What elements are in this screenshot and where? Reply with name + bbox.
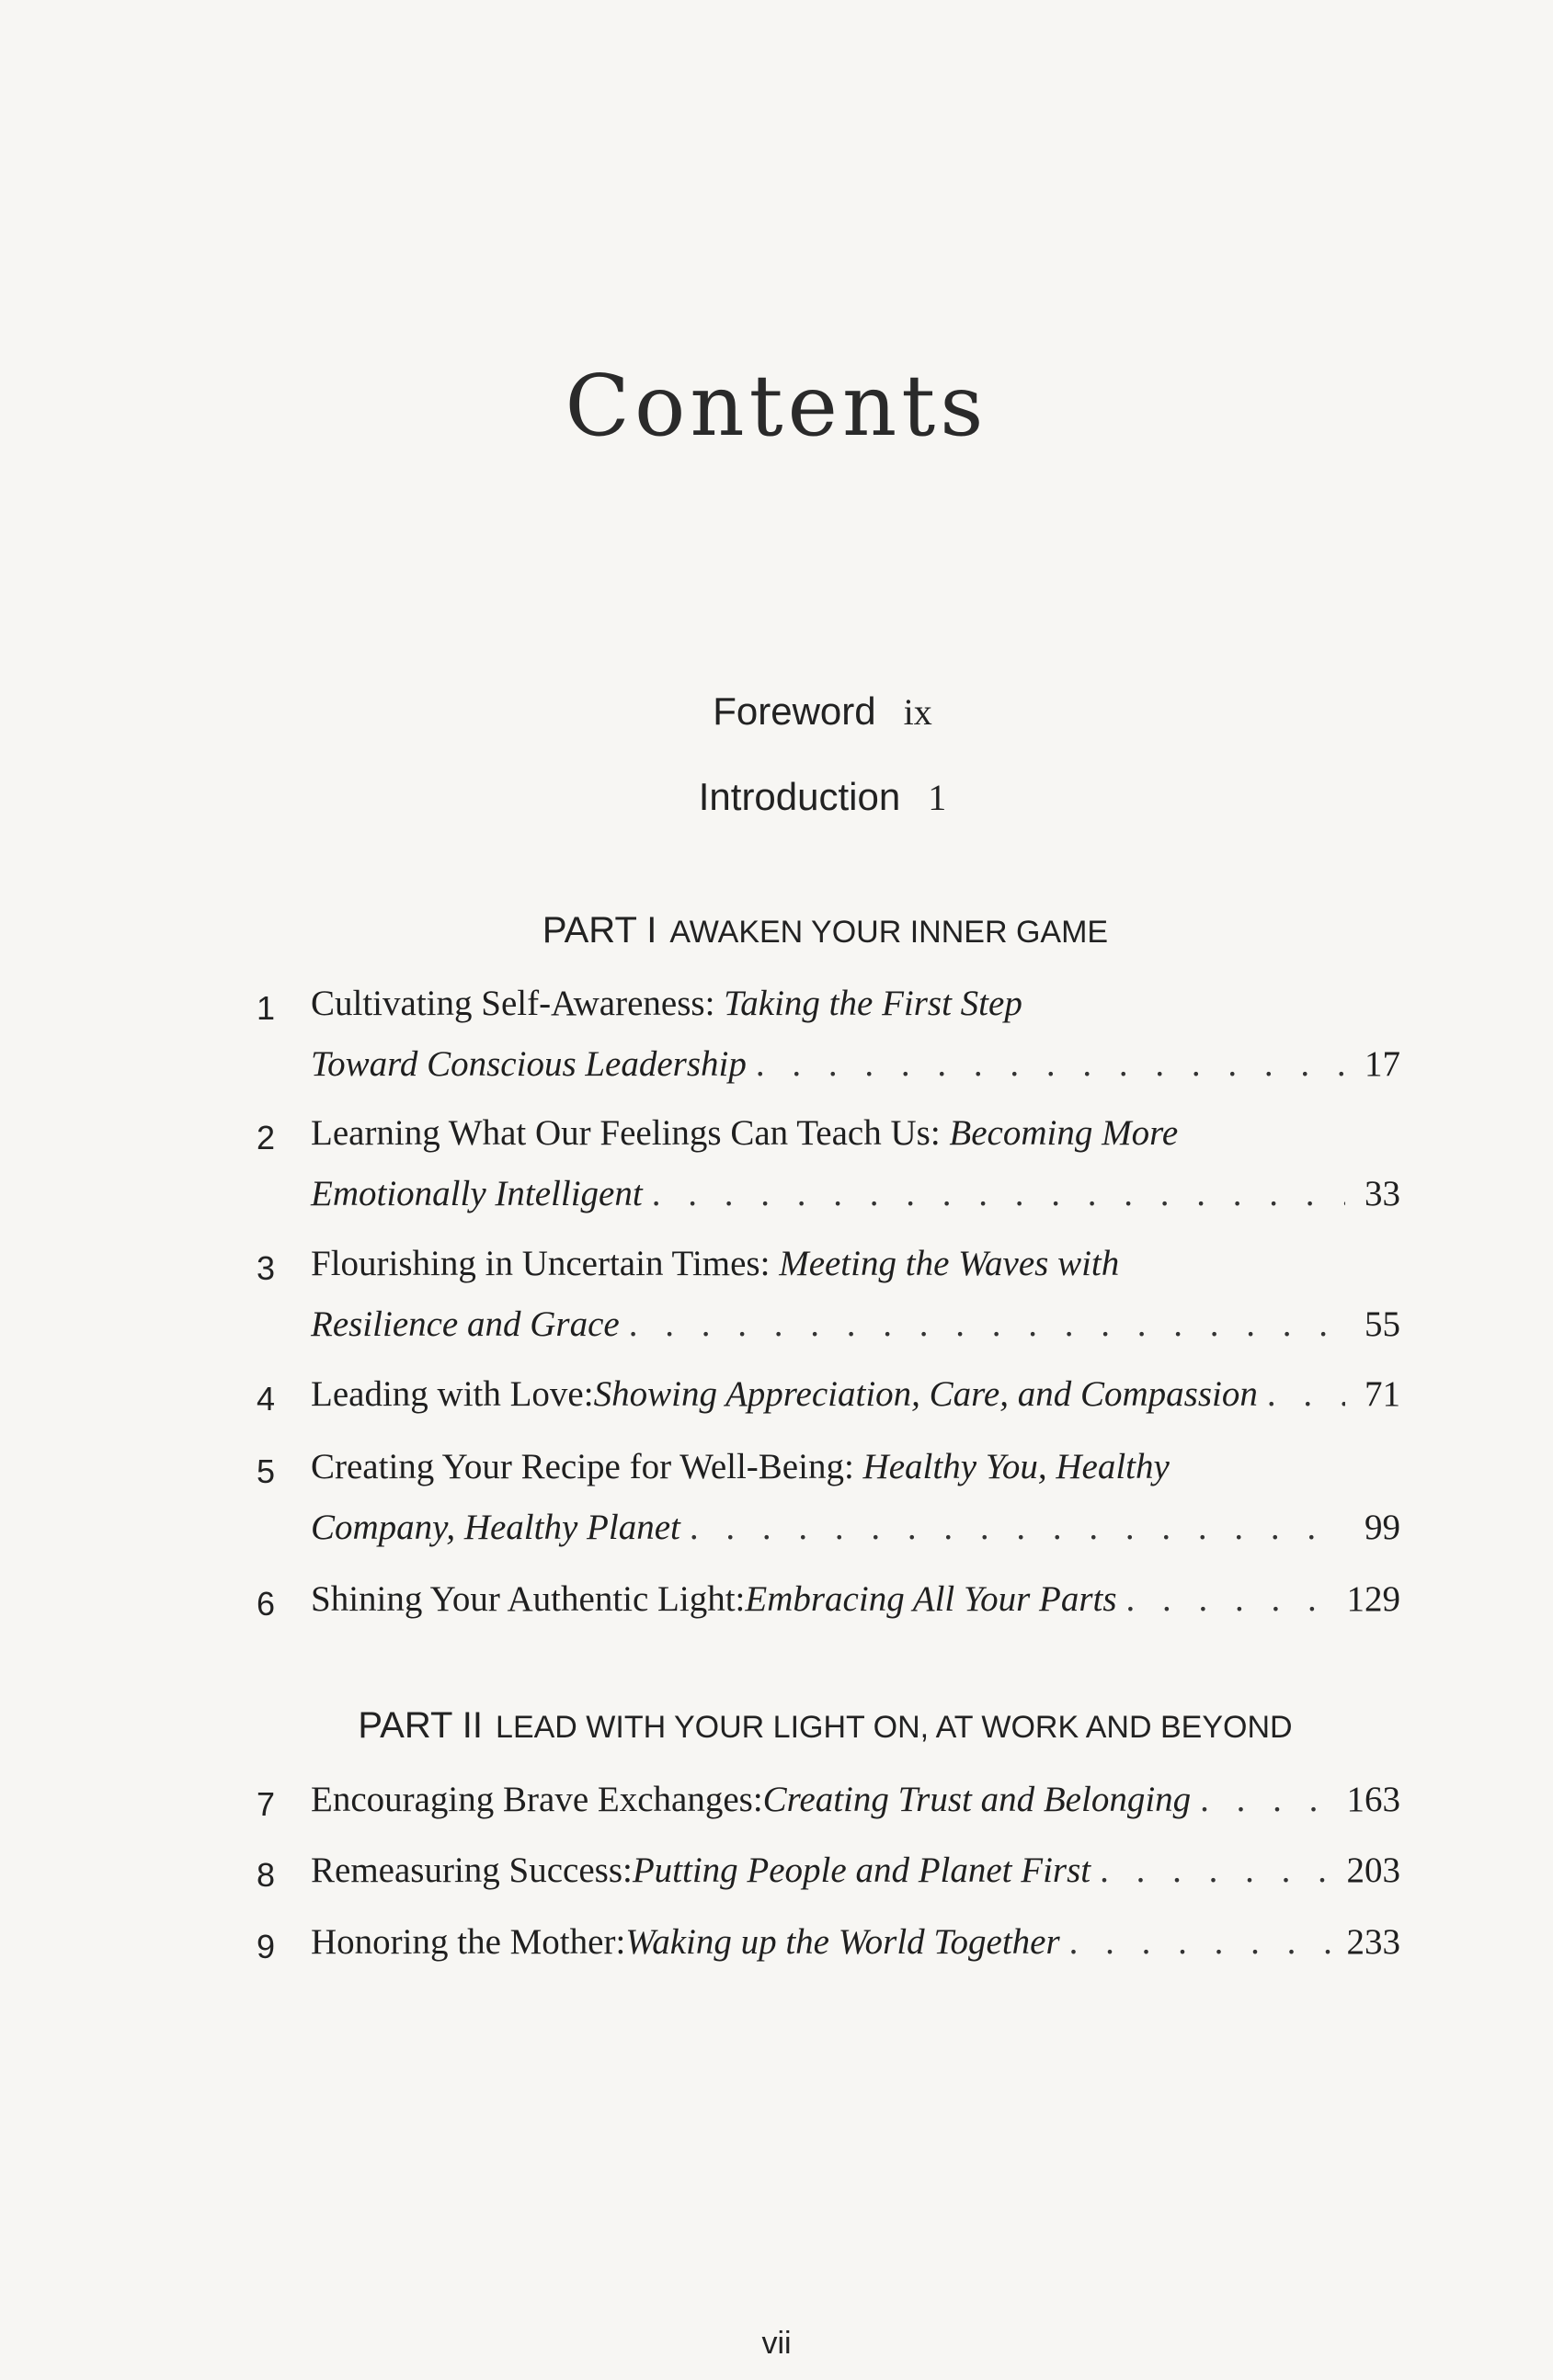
chapter-title: Remeasuring Success: xyxy=(311,1850,633,1890)
chapter-title: Cultivating Self-Awareness: xyxy=(311,984,725,1023)
dot-leader xyxy=(1100,1849,1337,1893)
dot-leader xyxy=(1069,1920,1338,1964)
chapter-title-line xyxy=(311,1849,1400,1893)
chapter-subtitle: Creating Trust and Belonging xyxy=(762,1780,1192,1819)
chapter-number: 9 xyxy=(257,1928,276,1965)
chapter-page: 71 xyxy=(1365,1374,1400,1414)
chapter-title: Learning What Our Feelings Can Teach Us: xyxy=(311,1113,950,1153)
chapter-page: 203 xyxy=(1346,1850,1400,1890)
chapter-title-line xyxy=(311,1042,1400,1087)
chapter-page: 55 xyxy=(1365,1304,1400,1344)
dot-leader xyxy=(652,1172,1345,1216)
chapter-title-line xyxy=(311,1577,1400,1622)
chapter-title-line xyxy=(311,1920,1400,1964)
page-title: Contents xyxy=(565,357,988,455)
chapter-title-line xyxy=(311,1372,1400,1417)
chapter-title-line xyxy=(311,1303,1400,1347)
chapter-title: Encouraging Brave Exchanges: xyxy=(311,1780,763,1819)
front-matter-page: ix xyxy=(903,691,932,733)
chapter-number: 6 xyxy=(257,1585,276,1623)
chapter-page: 129 xyxy=(1346,1579,1400,1619)
chapter-subtitle: Showing Appreciation, Care, and Compassion xyxy=(593,1374,1258,1414)
chapter-page: 163 xyxy=(1346,1780,1400,1819)
front-matter-introduction[interactable] xyxy=(0,775,1553,819)
chapter-subtitle: Waking up the World Together xyxy=(625,1922,1060,1962)
chapter-number: 1 xyxy=(257,989,276,1027)
chapter-subtitle: Emotionally Intelligent xyxy=(311,1174,643,1213)
front-matter-foreword[interactable] xyxy=(0,689,1553,734)
chapter-page: 17 xyxy=(1365,1044,1400,1084)
front-matter-label: Foreword xyxy=(713,689,876,733)
dot-leader xyxy=(690,1506,1345,1550)
part-label: PART II xyxy=(358,1705,484,1746)
chapter-subtitle: Healthy You, Healthy xyxy=(862,1447,1170,1486)
chapter-title: Honoring the Mother: xyxy=(311,1922,626,1962)
chapter-number: 2 xyxy=(257,1119,276,1156)
front-matter-page: 1 xyxy=(928,777,947,818)
part-label: PART I xyxy=(542,910,657,951)
part-heading-1 xyxy=(0,910,1553,951)
chapter-title: Creating Your Recipe for Well-Being: xyxy=(311,1447,863,1486)
chapter-title-line xyxy=(311,1242,1400,1286)
front-matter-label: Introduction xyxy=(698,775,901,818)
chapter-subtitle: Toward Conscious Leadership xyxy=(311,1044,747,1084)
part-title: LEAD WITH YOUR LIGHT ON, AT WORK AND BEYOND xyxy=(496,1710,1293,1745)
chapter-subtitle: Company, Healthy Planet xyxy=(311,1508,680,1547)
chapter-subtitle: Putting People and Planet First xyxy=(632,1850,1091,1890)
dot-leader xyxy=(1126,1577,1338,1622)
chapter-page: 99 xyxy=(1365,1508,1400,1547)
chapter-title: Shining Your Authentic Light: xyxy=(311,1579,746,1619)
chapter-subtitle: Becoming More xyxy=(949,1113,1179,1153)
chapter-number: 7 xyxy=(257,1785,276,1823)
chapter-number: 8 xyxy=(257,1856,276,1894)
chapter-title-line xyxy=(311,1506,1400,1550)
chapter-title-line xyxy=(311,1778,1400,1822)
page-number: vii xyxy=(761,2326,792,2361)
chapter-page: 33 xyxy=(1365,1174,1400,1213)
dot-leader xyxy=(629,1303,1345,1347)
chapter-title-line xyxy=(311,1172,1400,1216)
chapter-title-line xyxy=(311,982,1400,1026)
chapter-number: 3 xyxy=(257,1249,276,1287)
chapter-subtitle: Resilience and Grace xyxy=(311,1304,620,1344)
dot-leader xyxy=(756,1042,1345,1087)
chapter-title: Leading with Love: xyxy=(311,1374,594,1414)
dot-leader xyxy=(1200,1778,1337,1822)
chapter-subtitle: Taking the First Step xyxy=(724,984,1022,1023)
chapter-subtitle: Embracing All Your Parts xyxy=(745,1579,1117,1619)
chapter-page: 233 xyxy=(1346,1922,1400,1962)
chapter-title-line xyxy=(311,1111,1400,1156)
part-heading-2 xyxy=(0,1705,1553,1747)
chapter-number: 4 xyxy=(257,1380,276,1418)
part-title: AWAKEN YOUR INNER GAME xyxy=(669,915,1109,950)
dot-leader xyxy=(1267,1372,1345,1417)
chapter-title: Flourishing in Uncertain Times: xyxy=(311,1244,780,1283)
chapter-title-line xyxy=(311,1445,1400,1489)
chapter-subtitle: Meeting the Waves with xyxy=(779,1244,1120,1283)
chapter-number: 5 xyxy=(257,1452,276,1490)
